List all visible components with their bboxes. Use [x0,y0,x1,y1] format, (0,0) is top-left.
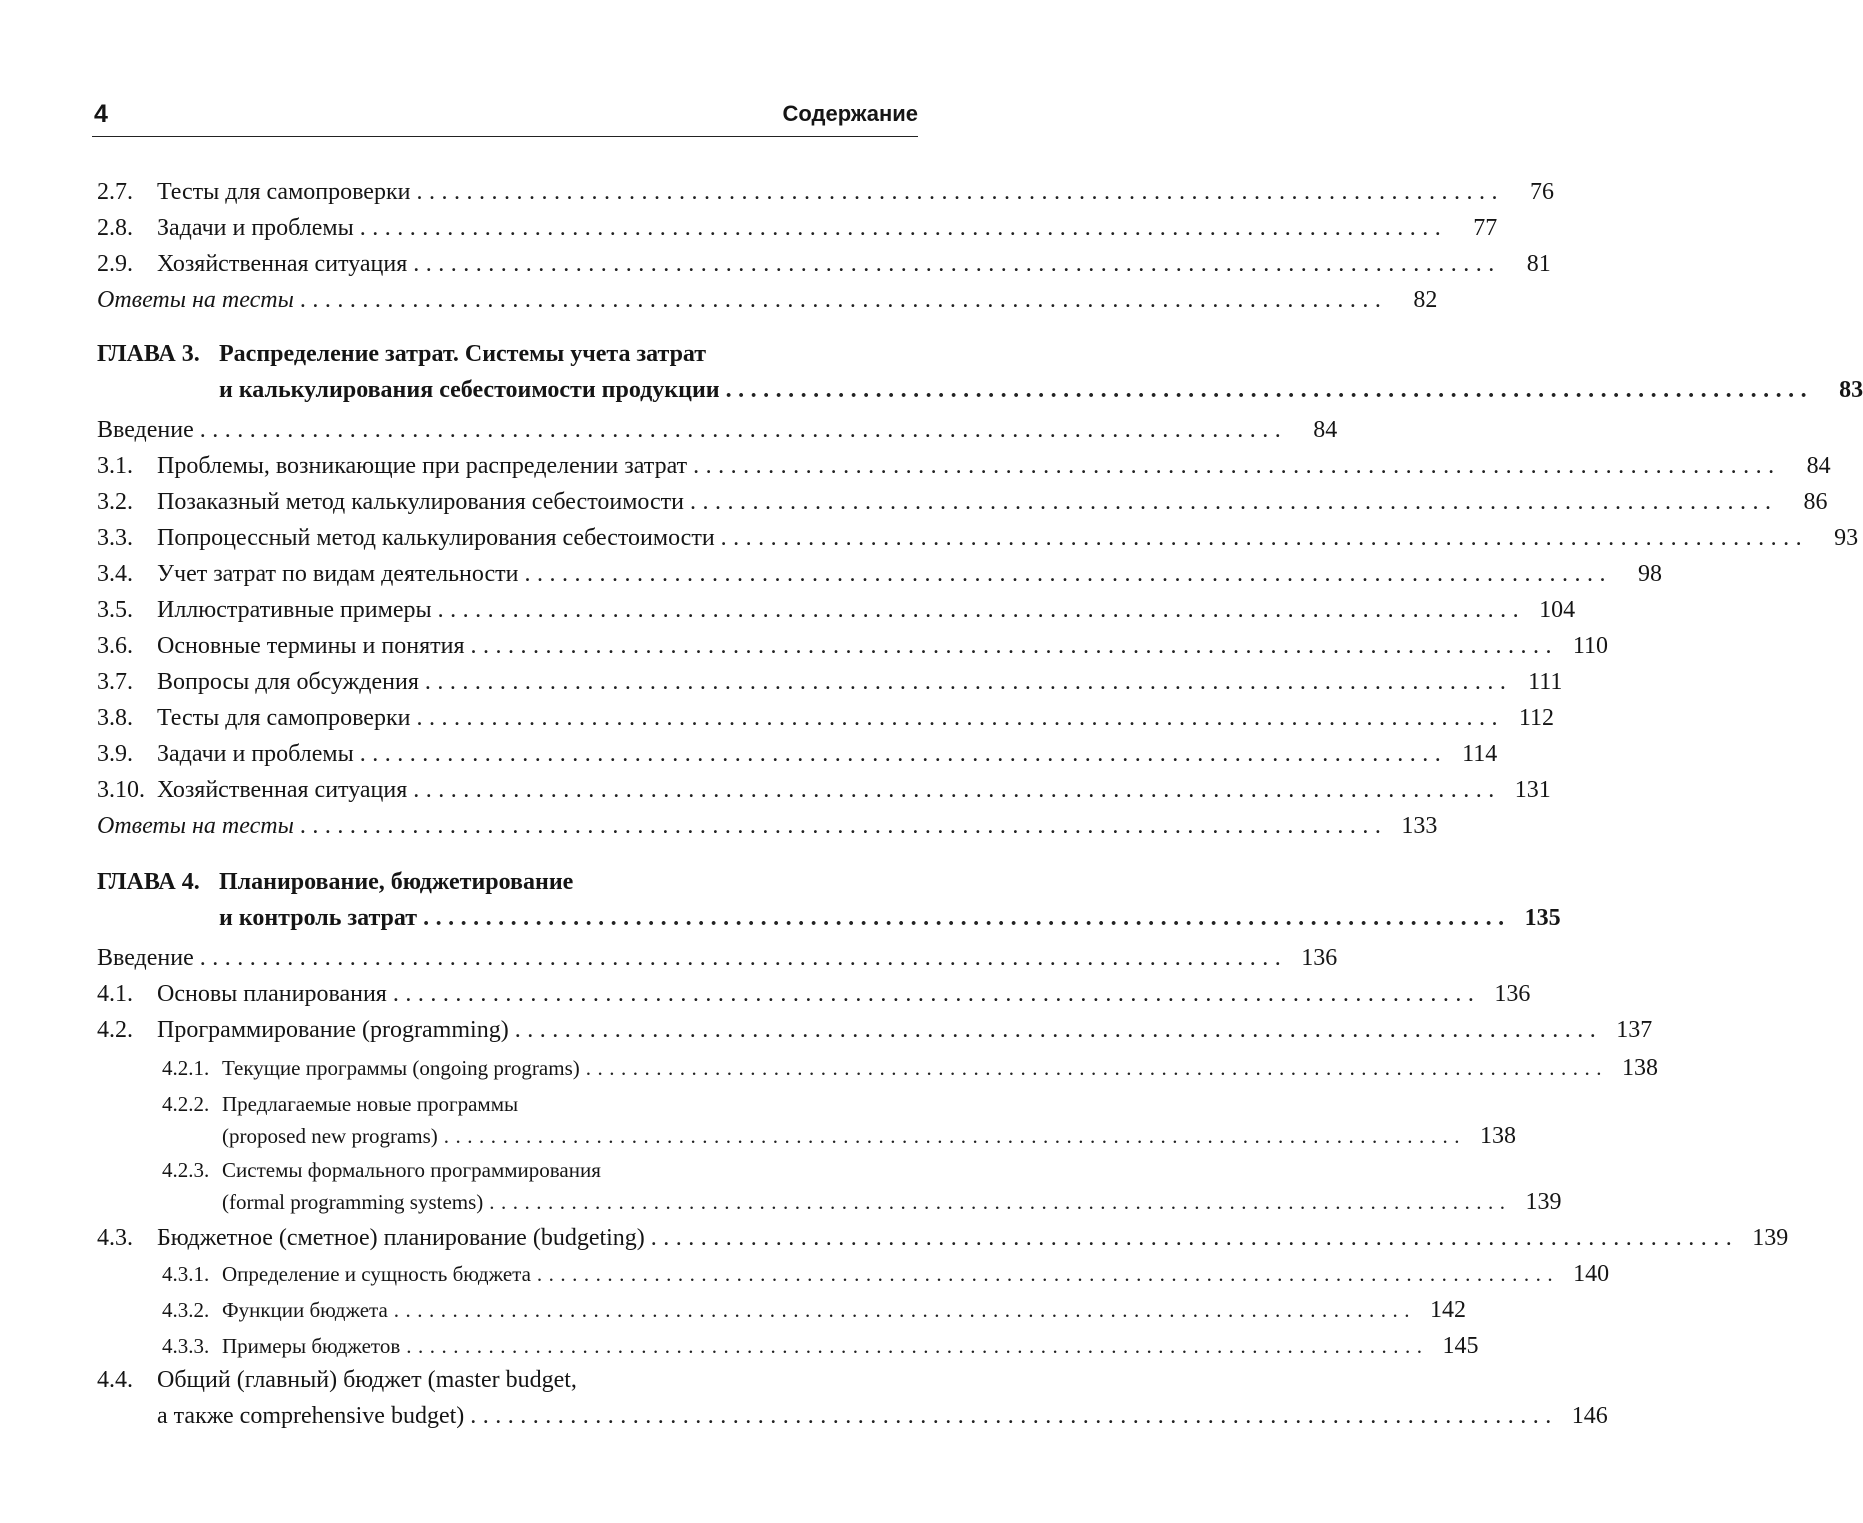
chapter-number: ГЛАВА 3. [97,341,200,367]
entry-page: 110 [1572,633,1608,659]
chapter-title-line1: Распределение затрат. Системы учета затрат [219,341,707,367]
entry-page: 81 [1526,251,1551,277]
entry-page: 84 [1806,453,1831,479]
toc-entry[interactable] [97,592,1576,628]
entry-title: Основные термины и понятия [157,633,465,659]
toc-subentry[interactable] [162,1050,1658,1086]
toc-entry[interactable] [97,976,1531,1012]
entry-page: 112 [1518,705,1554,731]
entry-number: 3.3. [97,525,133,551]
entry-title: Задачи и проблемы [157,741,354,767]
entry-page: 77 [1473,215,1498,241]
entry-number: 4.1. [97,981,133,1007]
entry-number: 3.7. [97,669,133,695]
chapter-title-line2: и контроль затрат [219,905,418,931]
entry-page: 135 [1524,905,1561,931]
dot-leader: ....................................................................................... [470,1403,1558,1429]
dot-leader: ....................................................................................... [416,179,1504,205]
entry-number: 2.8. [97,215,133,241]
entry-number: 2.9. [97,251,133,277]
entry-number: 3.2. [97,489,133,515]
entry-title: Вопросы для обсуждения [157,669,419,695]
toc-entry[interactable] [97,210,1498,246]
entry-number: 3.1. [97,453,133,479]
entry-page: 131 [1514,777,1551,803]
entry-title: Задачи и проблемы [157,215,354,241]
dot-leader: ....................................................................................... [524,561,1612,587]
entry-number: 4.4. [97,1367,133,1393]
entry-number: 2.7. [97,179,133,205]
dot-leader: ....................................................................................... [585,1056,1608,1080]
entry-page: 82 [1413,287,1438,313]
dot-leader: ....................................................................................... [299,287,1388,313]
entry-title: Введение [97,417,194,443]
dot-leader: ....................................................................................... [514,1017,1603,1043]
entry-number: 3.5. [97,597,133,623]
dot-leader: ....................................................................................... [489,1190,1512,1214]
entry-page: 98 [1637,561,1662,587]
entry-number: 4.3.1. [162,1262,210,1286]
entry-number: 4.3.3. [162,1334,210,1358]
entry-number: 3.8. [97,705,133,731]
toc-entry[interactable] [97,1220,1789,1256]
toc-entry[interactable] [97,808,1438,844]
toc-entry[interactable] [97,736,1498,772]
dot-leader: ....................................................................................... [423,905,1511,931]
dot-leader: ....................................................................................... [299,813,1388,839]
dot-leader: ....................................................................................... [536,1262,1560,1286]
entry-title: Ответы на тесты [97,813,294,839]
toc-entry[interactable] [97,520,1859,556]
entry-page: 139 [1752,1225,1789,1251]
toc-entry[interactable] [97,412,1338,448]
entry-number: 4.2.1. [162,1056,210,1080]
entry-page: 138 [1621,1055,1658,1081]
entry-page: 86 [1803,489,1828,515]
entry-number: 4.2.3. [162,1158,210,1182]
entry-title: Примеры бюджетов [222,1334,401,1358]
entry-page: 133 [1401,813,1438,839]
dot-leader: ....................................................................................... [693,453,1781,479]
entry-page: 83 [1839,377,1863,403]
toc-subentry[interactable] [162,1086,1517,1158]
toc-entry[interactable] [97,174,1554,210]
running-title: Содержание [782,101,918,126]
entry-number: 4.2. [97,1017,133,1043]
dot-leader: ....................................................................................... [725,377,1814,403]
toc-entry[interactable] [97,664,1563,700]
entry-page: 137 [1616,1017,1653,1043]
toc-subentry[interactable] [162,1328,1479,1364]
entry-title-line1: Общий (главный) бюджет (master budget, [157,1367,577,1393]
entry-title: Учет затрат по видам деятельности [157,561,519,587]
entry-title-line1: Предлагаемые новые программы [222,1092,519,1116]
dot-leader: ....................................................................................... [359,741,1448,767]
entry-title: Функции бюджета [222,1298,388,1322]
entry-number: 4.3. [97,1225,133,1251]
dot-leader: ....................................................................................... [392,981,1481,1007]
entry-title: Основы планирования [157,981,387,1007]
entry-title-line2: (formal programming systems) [222,1190,484,1214]
dot-leader: ....................................................................................... [470,633,1558,659]
toc-entry[interactable] [97,282,1438,318]
dot-leader: ....................................................................................... [199,417,1288,443]
dot-leader: ....................................................................................... [424,669,1513,695]
toc-entry[interactable] [97,448,1831,484]
entry-page: 142 [1430,1297,1467,1323]
entry-title: Тесты для самопроверки [157,179,411,205]
dot-leader: ....................................................................................... [416,705,1504,731]
entry-page: 93 [1834,525,1859,551]
entry-page: 136 [1301,945,1338,971]
entry-title: Текущие программы (ongoing programs) [222,1056,580,1080]
entry-title: Определение и сущность бюджета [222,1262,531,1286]
entry-page: 140 [1573,1261,1610,1287]
dot-leader: ....................................................................................... [650,1225,1739,1251]
dot-leader: ....................................................................................... [413,251,1501,277]
entry-title: Позаказный метод калькулирования себестоимости [157,489,684,515]
toc-entry[interactable] [97,556,1662,592]
entry-page: 84 [1313,417,1338,443]
entry-page: 114 [1462,741,1498,767]
page-header [92,98,918,137]
toc-entry[interactable] [97,484,1828,520]
entry-page: 104 [1539,597,1576,623]
entry-title: Хозяйственная ситуация [157,777,408,803]
entry-number: 3.4. [97,561,133,587]
entry-number: 4.3.2. [162,1298,210,1322]
entry-page: 111 [1528,669,1563,695]
entry-number: 3.10. [97,777,145,803]
dot-leader: ....................................................................................... [393,1298,1417,1322]
toc-entry[interactable] [97,700,1554,736]
dot-leader: ....................................................................................... [443,1124,1467,1148]
entry-page: 136 [1494,981,1531,1007]
entry-page: 145 [1442,1333,1479,1359]
toc-subentry[interactable] [162,1292,1467,1328]
entry-title-line1: Системы формального программирования [222,1158,601,1182]
chapter-title-line1: Планирование, бюджетирование [219,869,574,895]
toc-entry[interactable] [97,1362,1608,1434]
entry-number: 3.9. [97,741,133,767]
toc-chapter[interactable] [97,864,1561,936]
dot-leader: ....................................................................................... [359,215,1448,241]
entry-page: 146 [1571,1403,1608,1429]
entry-title: Тесты для самопроверки [157,705,411,731]
dot-leader: ....................................................................................... [406,1334,1429,1358]
entry-title-line2: а также comprehensive budget) [157,1403,465,1429]
entry-title: Ответы на тесты [97,287,294,313]
dot-leader: ....................................................................................... [413,777,1501,803]
toc-entry[interactable] [97,246,1551,282]
dot-leader: ....................................................................................... [720,525,1809,551]
chapter-number: ГЛАВА 4. [97,869,200,895]
entry-title: Иллюстративные примеры [157,597,432,623]
entry-title-line2: (proposed new programs) [222,1124,438,1148]
entry-number: 3.6. [97,633,133,659]
entry-title: Попроцессный метод калькулирования себестоимости [157,525,715,551]
toc-entry[interactable] [97,772,1551,808]
toc-entry[interactable] [97,940,1338,976]
dot-leader: ....................................................................................... [199,945,1288,971]
entry-title: Хозяйственная ситуация [157,251,408,277]
entry-page: 138 [1480,1123,1517,1149]
dot-leader: ....................................................................................... [437,597,1526,623]
entry-page: 76 [1529,179,1554,205]
toc-subentry[interactable] [162,1152,1562,1224]
entry-title: Бюджетное (сметное) планирование (budgeting) [157,1225,645,1251]
toc-chapter[interactable] [97,336,1863,408]
entry-page: 139 [1525,1189,1562,1215]
toc-entry[interactable] [97,1012,1653,1048]
toc-subentry[interactable] [162,1256,1610,1292]
entry-title: Программирование (programming) [157,1017,509,1043]
page-number: 4 [94,100,108,128]
entry-number: 4.2.2. [162,1092,210,1116]
chapter-title-line2: и калькулирования себестоимости продукции [219,377,720,403]
dot-leader: ....................................................................................... [689,489,1778,515]
entry-title: Введение [97,945,194,971]
toc-entry[interactable] [97,628,1608,664]
entry-title: Проблемы, возникающие при распределении затрат [157,453,688,479]
